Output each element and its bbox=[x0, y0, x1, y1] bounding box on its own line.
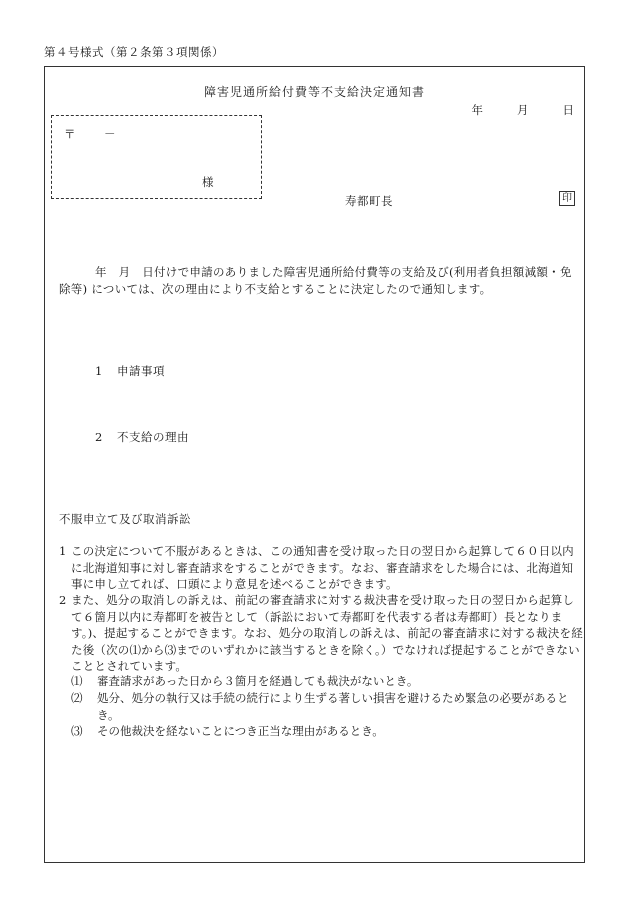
notice-title: 障害児通所給付費等不支給決定通知書 bbox=[203, 85, 425, 99]
appeal-clause bbox=[59, 543, 583, 593]
clause-text: この決定について不服があるときは、この通知書を受け取った日の翌日から起算して６０日以内に北海道知事に対し審査請求をすることができます。なお、審査請求をした場合には、北海道知事に申し立てれば、口頭により意見を述べることができます。 bbox=[71, 544, 574, 592]
item-reason bbox=[95, 429, 189, 445]
date-day-label: 日 bbox=[562, 103, 574, 117]
sub-item-number: ⑵ bbox=[71, 691, 83, 705]
item-label: 不支給の理由 bbox=[117, 430, 189, 444]
item-number: 1 bbox=[95, 364, 103, 378]
sub-item-text: 審査請求があった日から３箇月を経過しても裁決がないとき。 bbox=[97, 674, 419, 688]
sub-item-number: ⑴ bbox=[71, 674, 83, 688]
date-year-label: 年 bbox=[471, 103, 483, 117]
date-month-label: 月 bbox=[517, 103, 529, 117]
date-row bbox=[438, 102, 575, 118]
clause-number: 1 bbox=[59, 544, 67, 558]
appeal-sub-item bbox=[71, 690, 583, 723]
recipient-address-box bbox=[51, 115, 262, 199]
issuer-name: 寿都町長 bbox=[345, 194, 393, 208]
sub-item-text: 処分、処分の執行又は手続の続行により生ずる著しい損害を避けるため緊急の必要があるとき。 bbox=[97, 691, 569, 722]
seal-mark: 印 bbox=[559, 191, 575, 206]
sub-item-number: ⑶ bbox=[71, 724, 83, 738]
appeal-clause bbox=[59, 592, 583, 675]
form-number: 第４号様式（第２条第３項関係） bbox=[44, 45, 224, 59]
item-number: 2 bbox=[95, 430, 103, 444]
postal-mark: 〒 bbox=[64, 127, 76, 141]
appeal-sub-item bbox=[71, 723, 583, 740]
item-application bbox=[95, 363, 165, 379]
clause-number: 2 bbox=[59, 593, 67, 607]
item-label: 申請事項 bbox=[117, 364, 165, 378]
notice-frame bbox=[44, 66, 585, 863]
recipient-honorific: 様 bbox=[202, 175, 214, 189]
postal-code-dash: － bbox=[104, 127, 116, 141]
appeal-sub-item bbox=[71, 673, 583, 690]
notice-body-text: 年 月 日付けで申請のありました障害児通所給付費等の支給及び(利用者負担額減額・免除等) については、次の理由により不支給とすることに決定したので通知します。 bbox=[59, 265, 572, 296]
appeal-heading: 不服申立て及び取消訴訟 bbox=[59, 512, 191, 526]
sub-item-text: その他裁決を経ないことにつき正当な理由があるとき。 bbox=[97, 724, 384, 738]
clause-text: また、処分の取消しの訴えは、前記の審査請求に対する裁決書を受け取った日の翌日から起算して６箇月以内に寿都町を被告として（訴訟において寿都町を代表する者は寿都町）長となります。)、提起することができます。なお、処分の取消しの訴えは、前記の審査請求に対する裁決を経た後（次の⑴から⑶までのいずれかに該当するときを除く。）でなければ提起することができないこととされています。 bbox=[71, 593, 583, 674]
